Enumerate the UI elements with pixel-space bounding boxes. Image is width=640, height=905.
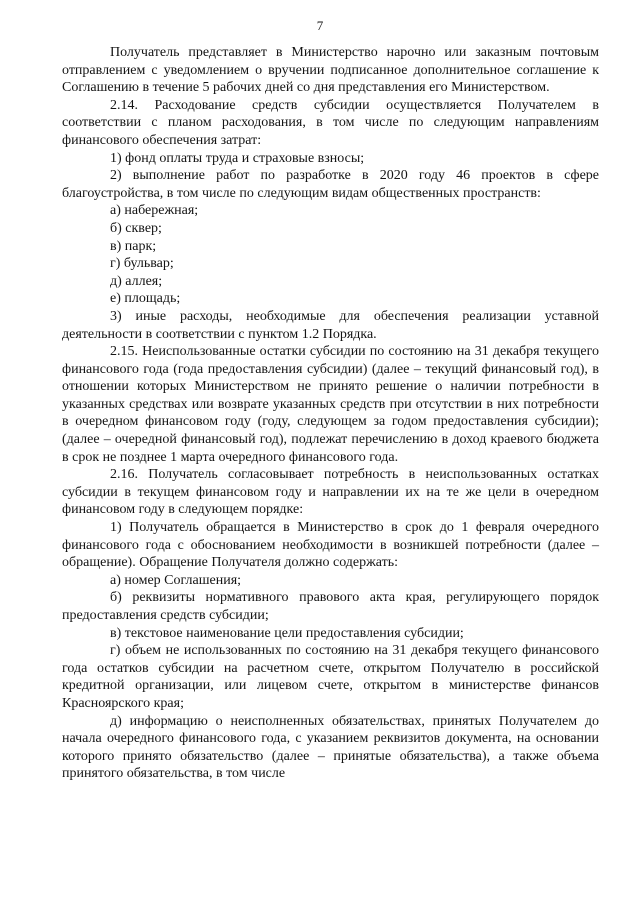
list-item: д) информацию о неисполненных обязательствах, принятых Получателем до начала очередного финансового года, с указанием реквизитов документа, на основании которого принято обязательство (далее – принятые обязательства), а также объема принятого обязательства, в том числе: [62, 713, 599, 782]
list-item: в) парк;: [110, 238, 157, 254]
list-item: 1) фонд оплаты труда и страховые взносы;: [110, 150, 365, 166]
list-item: г) объем не использованных по состоянию на 31 декабря текущего финансового года остатков субсидии на расчетном счете, открытом Получателю в российской кредитной организации, или лицевом счете, открытом в министерстве финансов Красноярского края;: [62, 643, 599, 711]
list-item: 3) иные расходы, необходимые для обеспечения реализации уставной деятельности в соответствии с пунктом 1.2 Порядка.: [62, 308, 599, 342]
list-item: 1) Получатель обращается в Министерство в срок до 1 февраля очередного финансового года с обоснованием необходимости в возникшей потребности (далее – обращение). Обращение Получателя должно содержать:: [62, 520, 599, 571]
paragraph-2-16: 2.16. Получатель согласовывает потребность в неиспользованных остатках субсидии в текущем финансовом году и направлении их на те же цели в очередном финансовом году в следующем порядке:: [62, 467, 599, 518]
paragraph-2-14: 2.14. Расходование средств субсидии осуществляется Получателем в соответствии с планом расходования, в том числе по следующим направлениям финансового обеспечения затрат:: [62, 97, 599, 148]
list-item: г) бульвар;: [110, 256, 174, 272]
list-item: 2) выполнение работ по разработке в 2020 году 46 проектов в сфере благоустройства, в том числе по следующим видам общественных пространств:: [62, 168, 599, 201]
page-number: 7: [316, 18, 324, 33]
document-body: [62, 44, 599, 783]
list-item: б) реквизиты нормативного правового акта края, регулирующего порядок предоставления средств субсидии;: [62, 590, 599, 623]
list-item: а) набережная;: [110, 203, 199, 219]
list-item: а) номер Соглашения;: [110, 572, 242, 588]
list-item: д) аллея;: [110, 273, 163, 289]
list-item: в) текстовое наименование цели предоставления субсидии;: [110, 625, 464, 641]
paragraph-2-15: 2.15. Неиспользованные остатки субсидии по состоянию на 31 декабря текущего финансового года (года предоставления субсидии) (далее – текущий финансовый год), в отношении которых Министерством не принято решение о наличии потребности в указанных средствах или возврате указанных средств при отсутствии в них потребности в очередном финансовом году (году, следующем за годом предоставления субсидии); (далее – очередной финансовый год), подлежат перечислению в доход краевого бюджета в срок не позднее 1 марта очередного финансового года.: [62, 344, 599, 465]
list-item: е) площадь;: [110, 291, 181, 307]
list-item: б) сквер;: [110, 220, 162, 236]
paragraph-submission: Получатель представляет в Министерство нарочно или заказным почтовым отправлением с уведомлением о вручении подписанное дополнительное соглашение к Соглашению в течение 5 рабочих дней со дня представления его Министерством.: [62, 45, 599, 96]
